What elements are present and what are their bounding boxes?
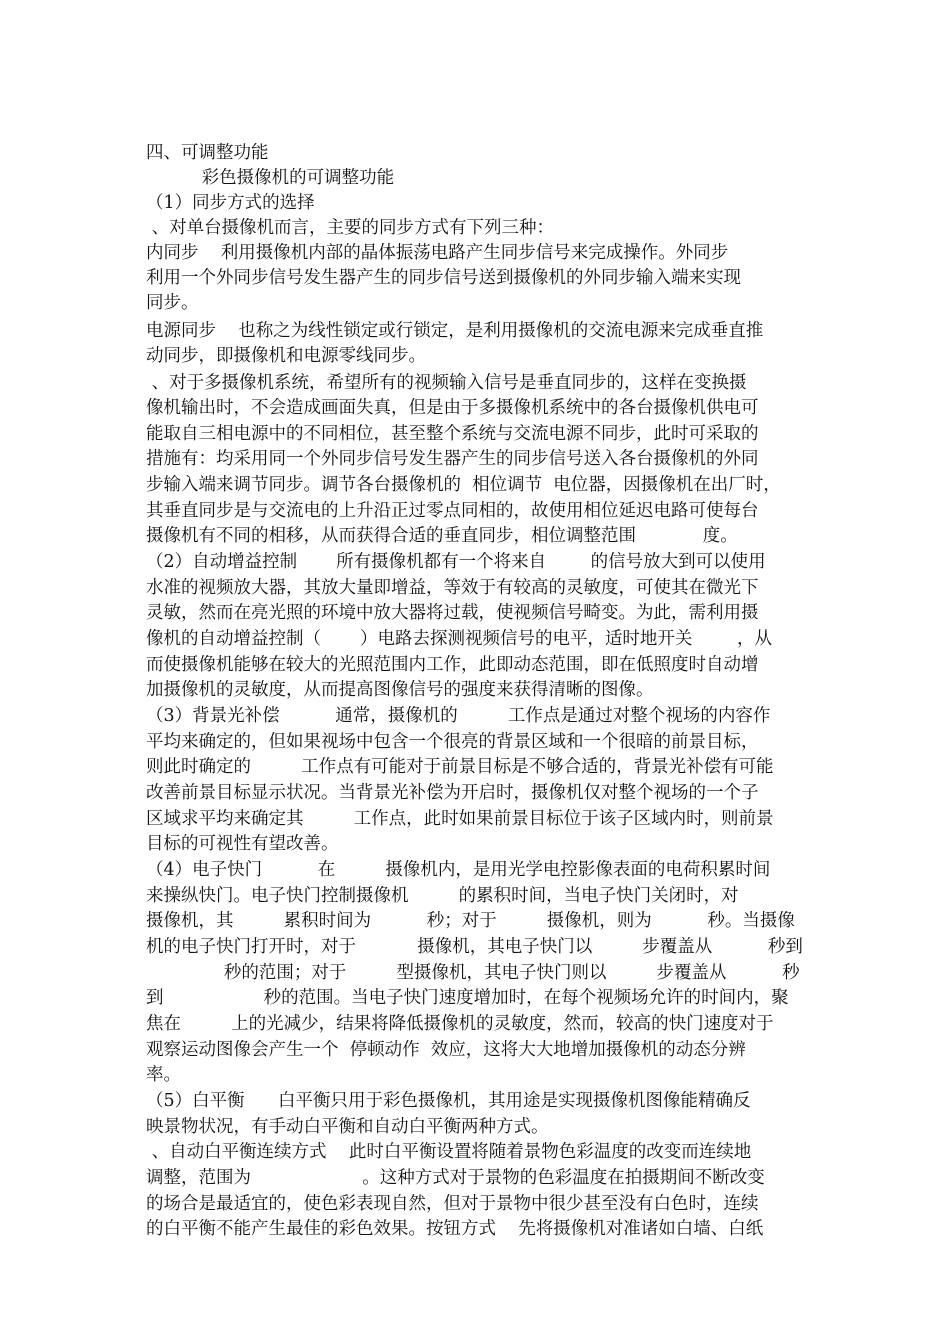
- subsection-1-heading: （1）同步方式的选择: [146, 193, 315, 213]
- section-subtitle: 彩色摄像机的可调整功能: [146, 168, 395, 188]
- text-line: 观察运动图像会产生一个 停顿动作 效应，这将大大地增加摄像机的动态分辨: [146, 1040, 746, 1060]
- text-line: 则此时确定的 工作点有可能对于前景目标是不够合适的，背景光补偿有可能: [146, 757, 774, 777]
- text-line: 灵敏，然而在亮光照的环境中放大器将过载，使视频信号畸变。为此，需利用摄: [146, 603, 759, 623]
- subsection-3-heading: （3）背景光补偿 通常，摄像机的 工作点是通过对整个视场的内容作: [146, 706, 771, 726]
- text-line: 水准的视频放大器，其放大量即增益，等效于有较高的灵敏度，可使其在微光下: [146, 578, 759, 598]
- text-line: 来操纵快门。电子快门控制摄像机 的累积时间，当电子快门关闭时，对: [146, 886, 739, 906]
- text-line: 平均来确定的，但如果视场中包含一个很亮的背景区域和一个很暗的前景目标，: [146, 732, 759, 752]
- text-line: 摄像机，其 累积时间为 秒；对于 摄像机，则为 秒。当摄像: [146, 911, 795, 931]
- text-line: 、对于多摄像机系统，希望所有的视频输入信号是垂直同步的，这样在变换摄: [146, 373, 747, 393]
- text-line: 利用一个外同步信号发生器产生的同步信号送到摄像机的外同步输入端来实现: [146, 268, 741, 288]
- text-line: 同步。: [146, 293, 199, 313]
- text-line: 调整，范围为 。这种方式对于景物的色彩温度在拍摄期间不断改变: [146, 1168, 765, 1188]
- text-line: 到 秒的范围。当电子快门速度增加时，在每个视频场允许的时间内，聚: [146, 988, 789, 1008]
- text-line: 能取自三相电源中的不同相位，甚至整个系统与交流电源不同步，此时可采取的: [146, 424, 759, 444]
- text-line: 像机输出时，不会造成画面失真，但是由于多摄像机系统中的各台摄像机供电可: [146, 398, 759, 418]
- section-heading: 四、可调整功能: [146, 143, 269, 163]
- text-line: 、自动白平衡连续方式 此时白平衡设置将随着景物色彩温度的改变而连续地: [146, 1142, 752, 1162]
- text-line: 像机的自动增益控制（ ）电路去探测视频信号的电平，适时地开关 ，从: [146, 629, 772, 649]
- text-line: 的场合是最适宜的，使色彩表现自然，但对于景物中很少甚至没有白色时，连续: [146, 1194, 759, 1214]
- text-line: 区域求平均来确定其 工作点，此时如果前景目标位于该子区域内时，则前景: [146, 809, 774, 829]
- text-line: 率。: [146, 1065, 181, 1085]
- text-line: 而使摄像机能够在较大的光照范围内工作，此即动态范围，即在低照度时自动增: [146, 655, 759, 675]
- text-line: 机的电子快门打开时，对于 摄像机，其电子快门以 步覆盖从 秒到: [146, 937, 803, 957]
- text-line: 摄像机有不同的相移，从而获得合适的垂直同步，相位调整范围 度。: [146, 526, 738, 546]
- text-line: 电源同步 也称之为线性锁定或行锁定，是利用摄像机的交流电源来完成垂直推: [146, 321, 764, 341]
- text-line: 的白平衡不能产生最佳的彩色效果。按钮方式 先将摄像机对准诸如白墙、白纸: [146, 1219, 764, 1239]
- text-line: 措施有：均采用同一个外同步信号发生器产生的同步信号送入各台摄像机的外同: [146, 449, 759, 469]
- text-line: 、对单台摄像机而言，主要的同步方式有下列三种：: [146, 218, 555, 238]
- text-line: 其垂直同步是与交流电的上升沿正过零点同相的，故使用相位延迟电路可使每台: [146, 501, 759, 521]
- text-line: 步输入端来调节同步。调节各台摄像机的 相位调节 电位器，因摄像机在出厂时，: [146, 475, 781, 495]
- subsection-5-heading: （5）白平衡 白平衡只用于彩色摄像机，其用途是实现摄像机图像能精确反: [146, 1091, 751, 1111]
- text-line: 内同步 利用摄像机内部的晶体振荡电路产生同步信号来完成操作。外同步: [146, 243, 729, 263]
- text-line: 动同步，即摄像机和电源零线同步。: [146, 346, 426, 366]
- text-line: 加摄像机的灵敏度，从而提高图像信号的强度来获得清晰的图像。: [146, 680, 654, 700]
- text-line: 秒的范围；对于 型摄像机，其电子快门则以 步覆盖从 秒: [146, 963, 800, 983]
- subsection-2-heading: （2）自动增益控制 所有摄像机都有一个将来自 的信号放大到可以使用: [146, 552, 766, 572]
- subsection-4-heading: （4）电子快门 在 摄像机内，是用光学电控影像表面的电荷积累时间: [146, 860, 771, 880]
- text-line: 焦在 上的光减少，结果将降低摄像机的灵敏度，然而，较高的快门速度对于: [146, 1014, 774, 1034]
- text-line: 映景物状况，有手动白平衡和自动白平衡两种方式。: [146, 1117, 549, 1137]
- text-line: 改善前景目标显示状况。当背景光补偿为开启时，摄像机仅对整个视场的一个子: [146, 783, 759, 803]
- text-line: 目标的可视性有望改善。: [146, 834, 339, 854]
